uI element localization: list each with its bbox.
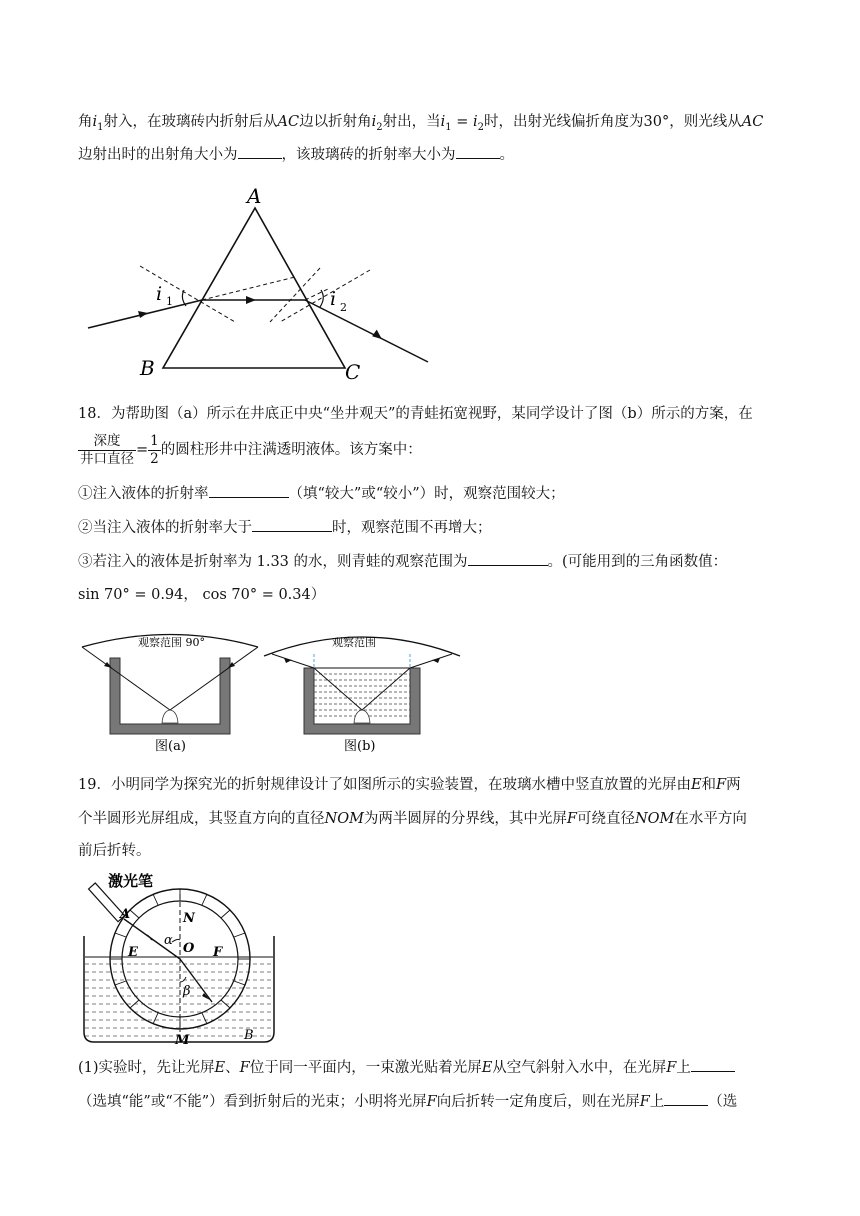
screen-label-f: F	[213, 945, 223, 960]
vertex-label-c: C	[345, 360, 361, 384]
well-figure-a	[80, 624, 260, 760]
answer-blank[interactable]	[252, 517, 332, 532]
angle-label-i1-sub: 1	[166, 295, 173, 308]
refraction-tank-figure	[80, 872, 280, 1047]
q18-item-1: ①注入液体的折射率 （填“较大”或“较小”）时，观察范围较大；	[78, 483, 565, 505]
depth-ratio-fraction: $\frac{\text{深度}}{\text{井口直径}}$	[80, 432, 134, 467]
q18-trig-values: sin 70° = 0.94， cos 70° = 0.34）	[78, 587, 326, 603]
point-label-b: B	[244, 1028, 254, 1043]
q19-stem-line-3: 前后折转。	[78, 843, 151, 859]
figure-a-caption: 图(a)	[155, 739, 186, 754]
q18-stem-line-1: 18．为帮助图（a）所示在井底正中央“坐井观天”的青蛙拓宽视野，某同学设计了图（b）所示的方案，在	[78, 406, 753, 422]
q17-line-1: 角$i_1$射入，在玻璃砖内折射后从AC边以折射角$i_2$射出，当$i_1 = i_2$时，出射光线偏折角度为30°，则光线从AC	[78, 114, 764, 133]
laser-pen-label: 激光笔	[108, 872, 154, 890]
point-label-a: A	[120, 907, 131, 922]
q18-stem-line-2: $\frac{\text{深度}}{\text{井口直径}}$ = $\frac{1}{2}$ 的圆柱形井中注满透明液体。该方案中：	[80, 432, 422, 467]
point-label-m: M	[175, 1033, 190, 1047]
answer-blank[interactable]	[456, 144, 500, 159]
q19-sub1-line-1: (1)实验时，先让光屏E、F位于同一平面内，一束激光贴着光屏E从空气斜射入水中，在光屏F上	[78, 1057, 735, 1079]
answer-blank[interactable]	[468, 551, 548, 566]
q19-sub1-line-2: （选填“能”或“不能”）看到折射后的光束；小明将光屏F向后折转一定角度后，则在光屏F上 （选	[78, 1091, 737, 1113]
angle-label-i2: i	[330, 288, 337, 310]
vertex-label-a: A	[247, 184, 262, 208]
point-label-n: N	[183, 911, 195, 926]
vertex-label-b: B	[140, 356, 155, 380]
q17-line-2: 边射出时的出射角大小为 ，该玻璃砖的折射率大小为 。	[78, 144, 514, 166]
answer-blank[interactable]	[691, 1057, 735, 1072]
angle-alpha-label: α	[164, 933, 173, 948]
prism-figure	[80, 180, 440, 385]
answer-blank[interactable]	[209, 483, 289, 498]
angle-beta-label: β	[183, 984, 191, 999]
answer-blank[interactable]	[664, 1091, 708, 1106]
angle-label-i2-sub: 2	[340, 301, 347, 314]
answer-blank[interactable]	[238, 144, 282, 159]
q19-stem-line-2: 个半圆形光屏组成，其竖直方向的直径NOM为两半圆屏的分界线，其中光屏F可绕直径NOM在水平方向	[78, 811, 747, 827]
figure-b-caption: 图(b)	[344, 739, 376, 754]
screen-label-e: E	[128, 945, 138, 960]
well-figure-b	[262, 624, 462, 760]
q19-stem-line-1: 19．小明同学为探究光的折射规律设计了如图所示的实验装置，在玻璃水槽中竖直放置的光屏由E和F两	[78, 777, 741, 793]
q18-item-2: ②当注入液体的折射率大于 时，观察范围不再增大；	[78, 517, 492, 539]
view-range-label-b: 观察范围	[332, 636, 376, 649]
q18-item-3: ③若注入的液体是折射率为 1.33 的水，则青蛙的观察范围为 。(可能用到的三角函数值：	[78, 551, 727, 573]
point-label-o: O	[183, 941, 195, 956]
view-range-label-a: 观察范围 90°	[138, 636, 205, 649]
angle-label-i1: i	[156, 283, 163, 305]
